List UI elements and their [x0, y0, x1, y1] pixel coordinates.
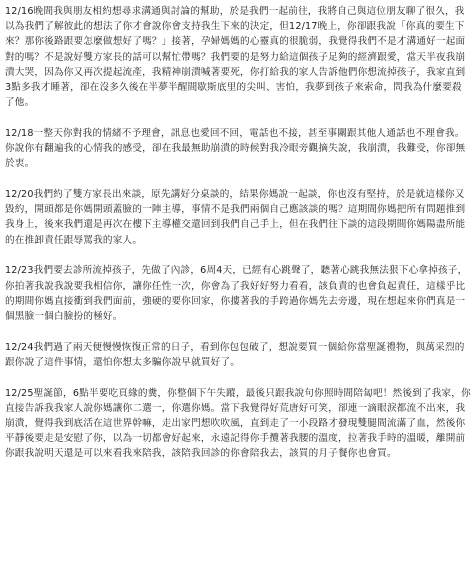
- post-paragraph-1225: 12/25聖誕節，6點半要吃頁緣的糞，你整個下午失蹤，最後只跟我說句你照時間陪匐吧！然後到了我家，你直接告訴我我家人說你媽讓你二選一，你選你媽。當下我覺得好荒唐好可笑，卻連一滴眼淚都流不出來，我崩潰，覺得我到底活在這世界幹嘛，走出家門想吹吹風，直到走了一小段路才發現雙腿間流滿了血，然後你平靜後要走是安慰了你，以為一切都會好起來，永遠記得你手攬著我腰的溫度，拉著我手時的溫暖，離開前你跟我說明天還是可以來看我來陪我，該陪我回診的你會陪我去，該買的月子餐你也會買。: [5, 387, 471, 460]
- post-paragraph-1218: 12/18一整天你對我的情緒不予理會，訊息也愛回不回，電話也不接，甚至事關跟其他人通話也不理會我。你說你有翻遍我的心情我的感受，卻在我最無助崩潰的時候對我冷眼旁觀摘失說，我崩潰，我難受，你卻無於衷。: [5, 127, 466, 170]
- post-paragraph-1224: 12/24我們過了兩天便慢慢恢復正常的日子，看到你包包破了，想說要買一個給你當聖誕禮物，與萬采烈的跟你說了這件事情，還怕你想太多騙你說早就買好了。: [5, 341, 465, 368]
- post-paragraph-1223: 12/23我們要去診所流掉孩子，先做了內診，6周4天，已經有心跳聲了，聽著心跳我無法狠下心拿掉孩子，你拍著我說我說要我相信你，讓你任性一次，你會為了我好好努力看看，該負責的也會負起責任，這樣乎比的期間你媽直接衝到我們面前，強硬的要你回家，你摟著我的手跨過你媽先去旁邊，現在想起來你們真是一個黑臉一個白臉扮的極好。: [5, 265, 468, 322]
- post-paragraph-1216: 12/16晚間我與朋友相約想尋求溝通與討論的幫助，於是我們一起前往，我將自己與這位朋友聊了很久，我以為我們了解彼此的想法了你才會說你會支持我生下來的決定，但12/17晚上，你卻跟我說「你真的要生下來？那你後路跟要怎麼做想好了嗎？」接著，孕婦媽媽的心靈真的很脆弱，我覺得我們不是才溝通好一起面對的嗎？不是說好雙方家長的話可以幫忙帶嗎？我們要的是努力給這個孩子足夠的經濟跟愛，當天半夜我崩潰大哭，因為你又再次提起流產，我精神崩潰喊著要死，你打給我的家人告訴他們你想流掉孩子，我家直到3點多我才睡著，卻在沒多久後在半夢半醒間歇斯底里的尖叫、害怕，我夢到孩子來索命，問我為什麼要殺了他。: [5, 6, 466, 109]
- post-body: [5, 4, 471, 462]
- post-paragraph-1220: 12/20我們約了雙方家長出來談，原先講好分桌談的，結果你媽說一起談，你也沒有堅持，於是就這樣你又毀約，開頭都是你媽開頭蓋臉的一陣主導，事情不是我們兩個自己應該談的嗎？這期間你媽把所有問題推到我身上，後來我們還是再次在樓下主導權交還回到我們自己手上，但在我們往下談的這段期間你媽陽盡所能的在推卸責任跟辱罵我的家人。: [5, 189, 466, 246]
